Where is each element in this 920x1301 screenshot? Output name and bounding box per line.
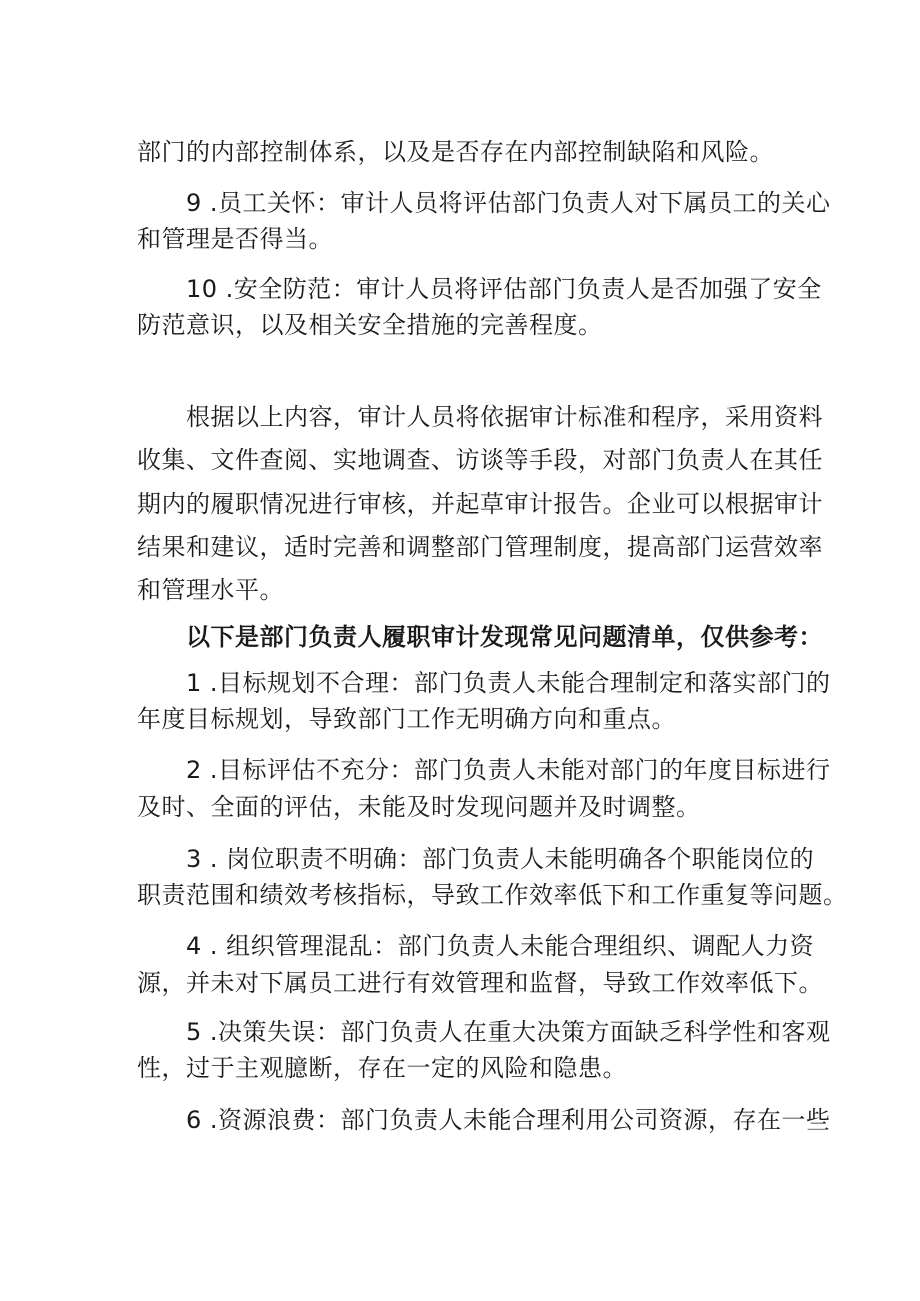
summary-paragraph-line: 结果和建议，适时完善和调整部门管理制度，提高部门运营效率 <box>137 533 823 561</box>
issue-item-1-line: 1 .目标规划不合理：部门负责人未能合理制定和落实部门的 <box>186 669 831 697</box>
summary-paragraph-line: 期内的履职情况进行审核，并起草审计报告。企业可以根据审计 <box>137 490 823 518</box>
issue-item-5-line: 5 .决策失误：部门负责人在重大决策方面缺乏科学性和客观 <box>186 1018 831 1046</box>
issue-item-3-line: 职责范围和绩效考核指标，导致工作效率低下和工作重复等问题。 <box>137 881 848 909</box>
issue-item-6-line: 6 .资源浪费：部门负责人未能合理利用公司资源，存在一些 <box>186 1106 831 1134</box>
list-item-9-line: 和管理是否得当。 <box>137 225 333 253</box>
issue-item-4-line: 4 . 组织管理混乱：部门负责人未能合理组织、调配人力资 <box>186 932 815 960</box>
issue-item-2-line: 及时、全面的评估，未能及时发现问题并及时调整。 <box>137 793 701 821</box>
paragraph-line: 部门的内部控制体系，以及是否存在内部控制缺陷和风险。 <box>137 138 774 166</box>
issue-item-5-line: 性，过于主观臆断，存在一定的风险和隐患。 <box>137 1054 627 1082</box>
list-item-10-line: 10 .安全防范：审计人员将评估部门负责人是否加强了安全 <box>186 275 822 303</box>
issue-item-1-line: 年度目标规划，导致部门工作无明确方向和重点。 <box>137 705 676 733</box>
issue-item-2-line: 2 .目标评估不充分：部门负责人未能对部门的年度目标进行 <box>186 756 831 784</box>
issue-item-4-line: 源，并未对下属员工进行有效管理和监督，导致工作效率低下。 <box>137 969 823 997</box>
list-item-9-line: 9 .员工关怀：审计人员将评估部门负责人对下属员工的关心 <box>186 189 831 217</box>
summary-paragraph-line: 根据以上内容，审计人员将依据审计标准和程序，采用资料 <box>186 403 823 431</box>
list-item-10-line: 防范意识，以及相关安全措施的完善程度。 <box>137 311 603 339</box>
summary-paragraph-line: 收集、文件查阅、实地调查、访谈等手段，对部门负责人在其任 <box>137 446 823 474</box>
issue-item-3-line: 3 . 岗位职责不明确：部门负责人未能明确各个职能岗位的 <box>186 845 815 873</box>
section-heading: 以下是部门负责人履职审计发现常见问题清单，仅供参考： <box>186 623 823 651</box>
summary-paragraph-line: 和管理水平。 <box>137 576 284 604</box>
